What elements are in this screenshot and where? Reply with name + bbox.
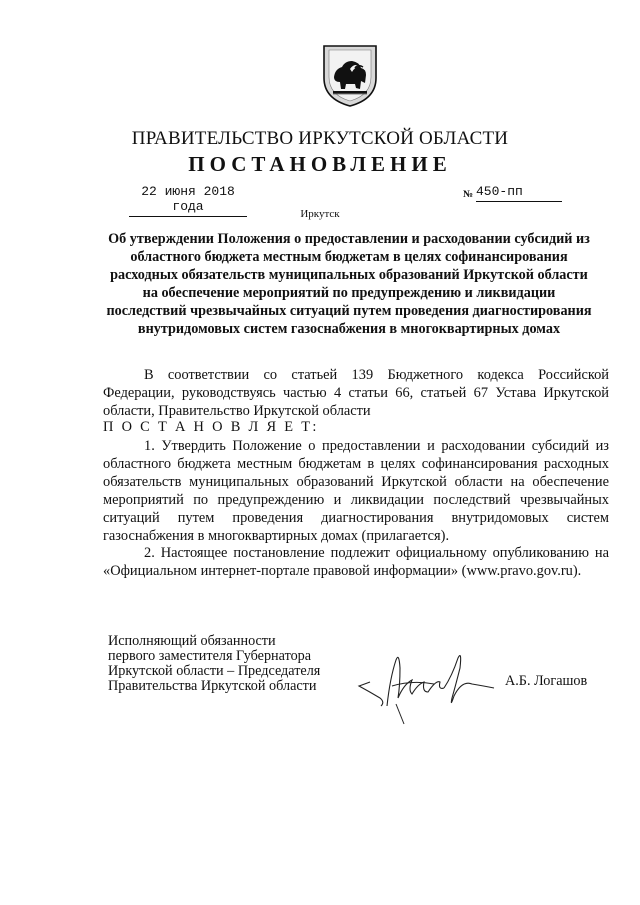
- irkutsk-coat-of-arms-icon: [321, 44, 379, 108]
- preamble: В соответствии со статьей 139 Бюджетного кодекса Российской Федерации, руководствуясь частью 4 статьи 66, статьей 67 Устава Иркутской области, Правительство Иркутской области: [103, 367, 609, 419]
- signer-position-line: Правительства Иркутской области: [108, 678, 317, 694]
- document-number: 450-пп: [476, 184, 562, 202]
- item-1: 1. Утвердить Положение о предоставлении и расходовании субсидий из областного бюджета местным бюджетам в целях софинансирования расходных обязательств муниципальных образований Иркутской области на обеспечение мероприятий по предупреждению и ликвидации последствий чрезвычайных ситуаций путем проведения диагностирования внутридомовых систем газоснабжения в многоквартирных домах (прилагается).: [103, 438, 609, 544]
- item-1-block: [103, 437, 609, 545]
- city: Иркутск: [300, 208, 340, 220]
- item-2-block: [103, 544, 609, 580]
- signer-position-line: Иркутской области – Председателя: [108, 663, 321, 679]
- document-date: 22 июня 2018 года: [129, 184, 247, 217]
- document-title: Об утверждении Положения о предоставлении и расходовании субсидий из областного бюджета местным бюджетам в целях софинансирования расходных обязательств муниципальных образований Иркутской области на обеспечение мероприятий по предупреждению и ликвидации последствий чрезвычайных ситуаций путем проведения диагностирования внутридомовых систем газоснабжения в многоквартирных домах: [106, 231, 592, 337]
- item-2: 2. Настоящее постановление подлежит официальному опубликованию на «Официальном интернет-портале правовой информации» (www.pravo.gov.ru).: [103, 545, 609, 579]
- preamble-block: [103, 366, 609, 420]
- signer-position-line: Исполняющий обязанности: [108, 633, 276, 649]
- document-type: ПОСТАНОВЛЕНИЕ: [188, 152, 452, 176]
- handwritten-signature: [352, 640, 500, 730]
- signer-position-line: первого заместителя Губернатора: [108, 648, 312, 664]
- signer-position: [108, 634, 344, 694]
- signer-name: А.Б. Логашов: [505, 673, 588, 689]
- decrees-heading: П О С Т А Н О В Л Я Е Т:: [103, 419, 319, 435]
- government-name: ПРАВИТЕЛЬСТВО ИРКУТСКОЙ ОБЛАСТИ: [131, 128, 509, 149]
- number-label: №: [463, 189, 474, 200]
